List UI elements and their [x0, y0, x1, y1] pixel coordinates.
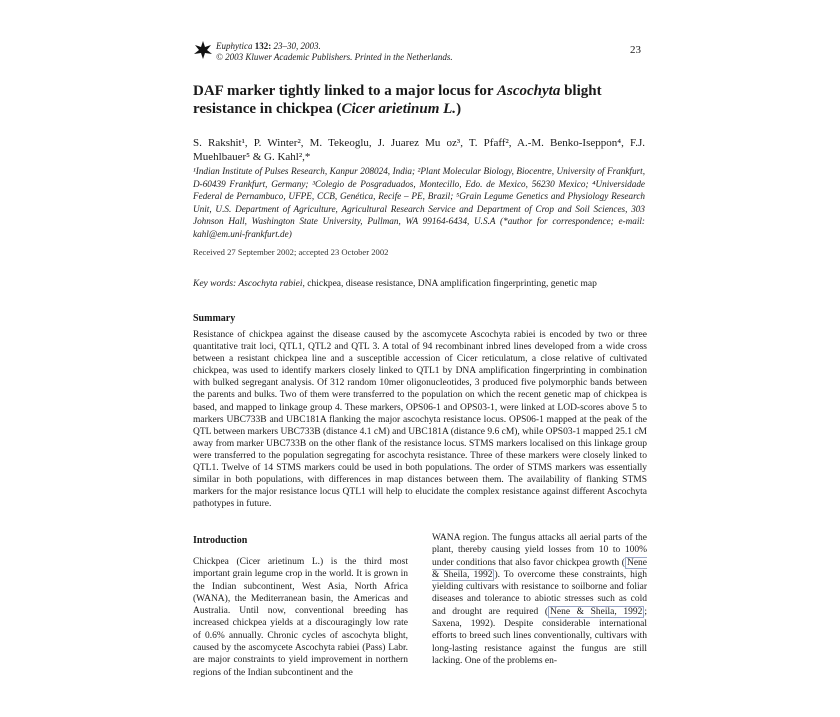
title-italic-1: Ascochyta	[497, 83, 561, 99]
page-number: 23	[630, 44, 641, 56]
author-list: S. Rakshit¹, P. Winter², M. Tekeoglu, J. Juarez Mu oz³, T. Pfaff², A.-M. Benko-Iseppon⁴, F.J. Muehlbauer⁵ & G. Kahl²,*	[193, 137, 645, 163]
title-part-2: blight resistance in chickpea (	[193, 83, 602, 117]
keywords	[193, 279, 653, 289]
reference-link[interactable]: Nene & Sheila, 1992	[432, 557, 647, 580]
title-part-3: )	[456, 100, 462, 117]
publisher-logo-icon	[193, 40, 213, 60]
reference-link[interactable]: Nene & Sheila, 1992	[550, 606, 643, 617]
summary-heading: Summary	[193, 313, 236, 324]
introduction-left-column: Chickpea (Cicer arietinum L.) is the third most important grain legume crop in the world. It is grown in the Indian subcontinent, West Asia, North Africa (WANA), the Mediterranean basin, the Americas and Australia. Until now, conventional breeding has increased chickpea yields at a discouragingly low rate of 0.6% annually. Chronic cycles of ascochyta blight, caused by the ascomycete Ascochyta rabiei (Pass) Labr. are major constraints to yield improvement in northern regions of the Indian subcontinent and the	[193, 557, 408, 678]
introduction-heading: Introduction	[193, 535, 248, 546]
paper-title	[193, 83, 653, 118]
journal-volume: 132:	[254, 41, 272, 51]
introduction-right-column	[432, 532, 647, 667]
copyright-line: © 2003 Kluwer Academic Publishers. Printed in the Netherlands.	[216, 52, 453, 62]
title-italic-2: Cicer arietinum L.	[341, 100, 457, 117]
journal-name: Euphytica	[216, 41, 253, 51]
keywords-label: Key words:	[193, 279, 237, 289]
right-text-1: WANA region. The fungus attacks all aerial parts of the plant, thereby causing yield losses from 10 to 100% under conditions that also favor chickpea growth (	[432, 533, 647, 568]
journal-pages: 23–30, 2003.	[273, 41, 321, 51]
title-part-1: DAF marker tightly linked to a major locus for	[193, 83, 498, 99]
right-text-2: ). To overcome these constraints, high yielding cultivars with resistance to soilborne and foliar diseases and tolerance to abiotic stresses such as cold and drought are required (	[432, 569, 647, 617]
keywords-rest: chickpea, disease resistance, DNA amplification fingerprinting, genetic map	[304, 279, 597, 289]
journal-citation	[216, 41, 453, 63]
right-text-3: ; Saxena, 1992). Despite considerable international efforts to breed such lines conventionally, cultivars with long-lasting resistance against the fungus are still lacking. One of the problems en-	[432, 606, 647, 666]
summary-text: Resistance of chickpea against the disease caused by the ascomycete Ascochyta rabiei is encoded by two or three quantitative trait loci, QTL1, QTL2 and QTL 3. A total of 94 recombinant inbred lines developed from a wide cross between a resistant chickpea line and a susceptible accession of Cicer reticulatum, a close relative of cultivated chickpea, was used to identify markers closely linked to QTL1 by DNA amplification fingerprinting in combination with bulked segregant analysis. Of 312 random 10mer oligonucleotides, 3 produced five polymorphic bands between the parents and bulks. Two of them were transferred to the population on which the recent genetic map of chickpea is based, and mapped to linkage group 4. These markers, OPS06-1 and OPS03-1, were linked at LOD-scores above 5 to markers UBC733B and UBC181A flanking the major ascochyta resistance locus. OPS06-1 mapped at the peak of the QTL between markers UBC733B (distance 4.1 cM) and UBC181A (distance 9.6 cM), while OPS03-1 mapped 25.1 cM away from marker UBC733B on the other flank of the resistance locus. STMS markers localised on this linkage group were transferred to the population segregating for ascochyta resistance. Three of these markers were closely linked to QTL1. Twelve of 14 STMS markers could be used in both populations. The order of STMS markers was essentially similar in both populations, with differences in map distances between them. The availability of flanking STMS markers for the major resistance locus QTL1 will help to elucidate the complex resistance against different Ascochyta pathotypes in future.	[193, 330, 647, 510]
received-date: Received 27 September 2002; accepted 23 October 2002	[193, 247, 389, 257]
affiliations: ¹Indian Institute of Pulses Research, Kanpur 208024, India; ²Plant Molecular Biology, Biocentre, University of Frankfurt, D-60439 Frankfurt, Germany; ³Colegio de Posgraduados, Montecillo, Edo. de Mexico, 56230 Mexico; ⁴Universidade Federal de Pernambuco, UFPE, CCB, Genética, Recife – PE, Brazil; ⁵Grain Legume Genetics and Physiology Research Unit, U.S. Department of Agriculture, Agricultural Research Service and Department of Crop and Soil Sciences, 303 Johnson Hall, Washington State University, Pullman, WA 99164-6434, U.S.A (*author for correspondence; e-mail: kahl@em.uni-frankfurt.de)	[193, 166, 645, 239]
keywords-italic: Ascochyta rabiei,	[236, 279, 305, 289]
